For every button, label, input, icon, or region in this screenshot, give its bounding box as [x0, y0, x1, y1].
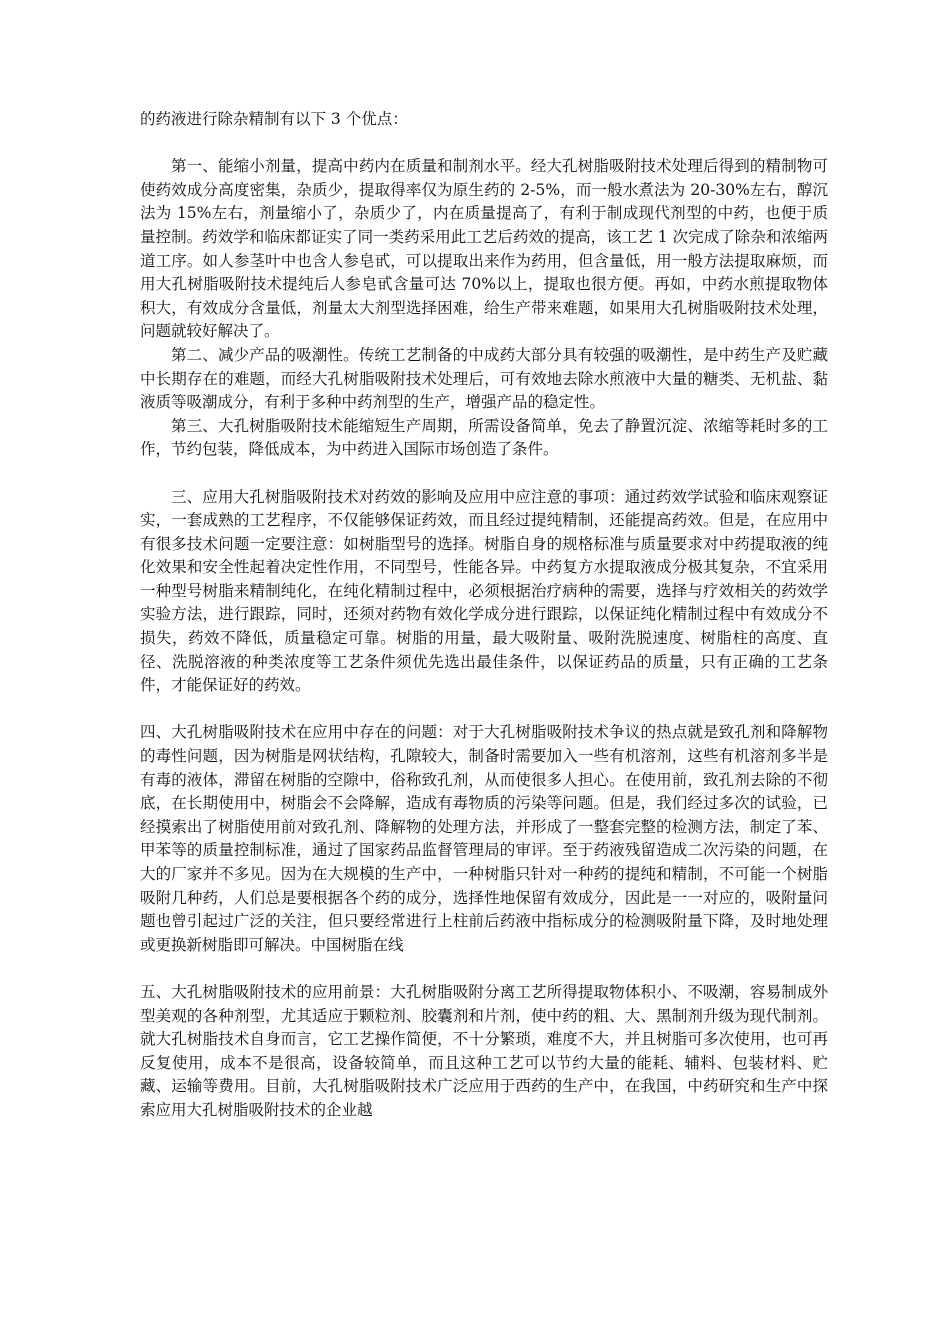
- paragraph-gap: [140, 957, 828, 981]
- advantage-three-paragraph: 第三、大孔树脂吸附技术能缩短生产周期，所需设备简单，免去了静置沉淀、浓缩等耗时多的工作，节约包装，降低成本，为中药进入国际市场创造了条件。: [140, 416, 828, 459]
- section-three-paragraph: 三、应用大孔树脂吸附技术对药效的影响及应用中应注意的事项：通过药效学试验和临床观察证实，一套成熟的工艺程序，不仅能够保证药效，而且经过提纯精制，还能提高药效。但是，在应用中有很多技术问题一定要注意：如树脂型号的选择。树脂自身的规格标准与质量要求对中药提取液的纯化效果和安全性起着决定性作用，不同型号，性能各异。中药复方水提取液成分极其复杂，不宜采用一种型号树脂来精制纯化，在纯化精制过程中，必须根据治疗病种的需要，选择与疗效相关的药效学实验方法，进行跟踪，同时，还须对药物有效化学成分进行跟踪，以保证纯化精制过程中有效成分不损失，药效不降低，质量稳定可靠。树脂的用量，最大吸附量、吸附洗脱速度、树脂柱的高度、直径、洗脱溶液的种类浓度等工艺条件须优先选出最佳条件，以保证药品的质量，只有正确的工艺条件，才能保证好的药效。: [140, 487, 828, 695]
- advantage-one-paragraph: 第一、能缩小剂量，提高中药内在质量和制剂水平。经大孔树脂吸附技术处理后得到的精制物可使药效成分高度密集，杂质少，提取得率仅为原生药的 2-5%，而一般水煮法为 20-30%左右，醇沉法为 15%左右，剂量缩小了，杂质少了，内在质量提高了，有利于制成现代剂型的中药，也便于质量控制。药效学和临床都证实了同一类药采用此工艺后药效的提高，该工艺 1 次完成了除杂和浓缩两道工序。如人参茎叶中也含人参皂甙，可以提取出来作为药用，但含量低，用一般方法提取麻烦，而用大孔树脂吸附技术提纯后人参皂甙含量可达 70%以上，提取也很方便。再如，中药水煎提取物体积大，有效成分含量低，剂量太大剂型选择困难，给生产带来难题，如果用大孔树脂吸附技术处理，问题就较好解决了。: [140, 157, 828, 341]
- paragraph-gap: [140, 698, 828, 722]
- intro-paragraph: 的药液进行除杂精制有以下 3 个优点：: [140, 110, 408, 128]
- paragraph-gap: [140, 132, 828, 156]
- advantage-two-paragraph: 第二、减少产品的吸潮性。传统工艺制备的中成药大部分具有较强的吸潮性，是中药生产及贮藏中长期存在的难题，而经大孔树脂吸附技术处理后，可有效地去除水煎液中大量的糖类、无机盐、黏液质等吸潮成分，有利于多种中药剂型的生产，增强产品的稳定性。: [140, 345, 828, 412]
- document-page: [140, 108, 828, 1123]
- section-four-paragraph: 四、大孔树脂吸附技术在应用中存在的问题：对于大孔树脂吸附技术争议的热点就是致孔剂和降解物的毒性问题，因为树脂是网状结构，孔隙较大，制备时需要加入一些有机溶剂，这些有机溶剂多半是有毒的液体，滞留在树脂的空隙中，俗称致孔剂，从而使很多人担心。在使用前，致孔剂去除的不彻底，在长期使用中，树脂会不会降解，造成有毒物质的污染等问题。但是，我们经过多次的试验，已经摸索出了树脂使用前对致孔剂、降解物的处理方法，并形成了一整套完整的检测方法，制定了苯、甲苯等的质量控制标准，通过了国家药品监督管理局的审评。至于药液残留造成二次污染的问题，在大的厂家并不多见。因为在大规模的生产中，一种树脂只针对一种药的提纯和精制，不可能一个树脂吸附几种药，人们总是要根据各个药的成分，选择性地保留有效成分，因此是一一对应的，吸附量问题也曾引起过广泛的关注，但只要经常进行上柱前后药液中指标成分的检测吸附量下降，及时地处理或更换新树脂即可解决。中国树脂在线: [140, 723, 828, 954]
- paragraph-gap: [140, 462, 828, 486]
- section-five-paragraph: 五、大孔树脂吸附技术的应用前景：大孔树脂吸附分离工艺所得提取物体积小、不吸潮，容易制成外型美观的各种剂型，尤其适应于颗粒剂、胶囊剂和片剂，使中药的粗、大、黑制剂升级为现代制剂。就大孔树脂技术自身而言，它工艺操作简便，不十分繁琐，难度不大，并且树脂可多次使用，也可再反复使用，成本不是很高，设备较简单，而且这种工艺可以节约大量的能耗、辅料、包装材料、贮藏、运输等费用。目前，大孔树脂吸附技术广泛应用于西药的生产中，在我国，中药研究和生产中探索应用大孔树脂吸附技术的企业越: [140, 982, 828, 1119]
